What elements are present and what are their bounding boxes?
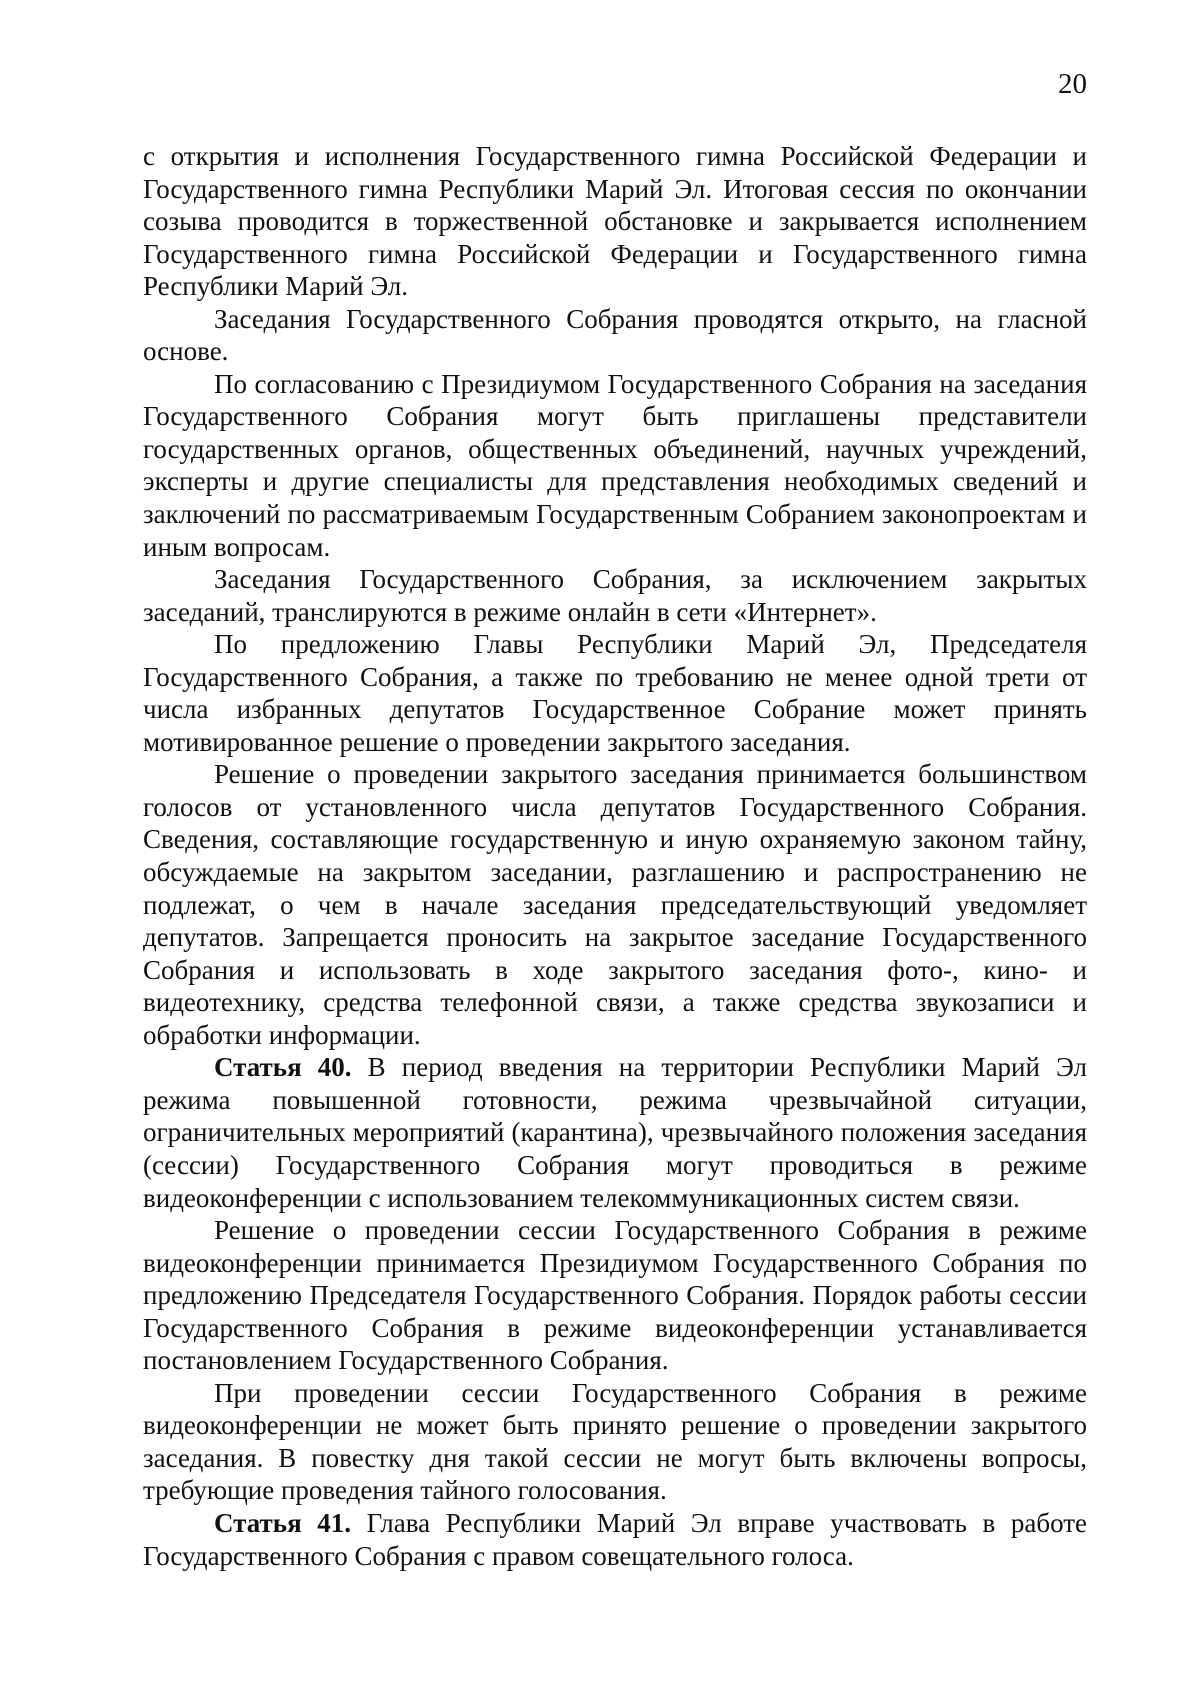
paragraph-text: Заседания Государственного Собрания проводятся открыто, на гласной основе. xyxy=(143,303,1087,367)
paragraph-4 xyxy=(143,563,1087,628)
paragraph-1 xyxy=(143,140,1087,303)
paragraph-text: Глава Республики Марий Эл вправе участвовать в работе Государственного Собрания с правом совещательного голоса. xyxy=(143,1507,1088,1571)
document-body xyxy=(143,140,1087,1572)
paragraph-8 xyxy=(143,1214,1087,1377)
paragraph-text: В период введения на территории Республики Марий Эл режима повышенной готовности, режима чрезвычайной ситуации, ограничительных мероприятий (карантина), чрезвычайного положения заседания (сессии) Государственного Собрания могут проводиться в режиме видеоконференции с использованием телекоммуникационных систем связи. xyxy=(143,1052,1087,1213)
article-41-paragraph xyxy=(143,1507,1087,1572)
paragraph-text: По согласованию с Президиумом Государственного Собрания на заседания Государственного Собрания могут быть приглашены представители государственных органов, общественных объединений, научных учреждений, эксперты и другие специалисты для представления необходимых сведений и заключений по рассматриваемым Государственным Собранием законопроектам и иным вопросам. xyxy=(143,368,1087,562)
paragraph-text: При проведении сессии Государственного Собрания в режиме видеоконференции не может быть принято решение о проведении закрытого заседания. В повестку дня такой сессии не могут быть включены вопросы, требующие проведения тайного голосования. xyxy=(143,1377,1087,1506)
paragraph-text: По предложению Главы Республики Марий Эл, Председателя Государственного Собрания, а также по требованию не менее одной трети от числа избранных депутатов Государственное Собрание может принять мотивированное решение о проведении закрытого заседания. xyxy=(143,629,1087,757)
paragraph-6 xyxy=(143,758,1087,1051)
paragraph-3 xyxy=(143,368,1087,563)
page-number: 20 xyxy=(1058,68,1087,100)
article-40-label: Статья 40. xyxy=(214,1052,352,1083)
paragraph-text: с открытия и исполнения Государственного гимна Российской Федерации и Государственного гимна Республики Марий Эл. Итоговая сессия по окончании созыва проводится в торжественной обстановке и закрывается исполнением Государственного гимна Российской Федерации и Государственного гимна Республики Марий Эл. xyxy=(143,141,1087,302)
paragraph-text: Решение о проведении сессии Государственного Собрания в режиме видеоконференции принимается Президиумом Государственного Собрания по предложению Председателя Государственного Собрания. Порядок работы сессии Государственного Собрания в режиме видеоконференции устанавливается постановлением Государственного Собрания. xyxy=(143,1215,1087,1376)
paragraph-text: Решение о проведении закрытого заседания принимается большинством голосов от установленного числа депутатов Государственного Собрания. Сведения, составляющие государственную и иную охраняемую законом тайну, обсуждаемые на закрытом заседании, разглашению и распространению не подлежат, о чем в начале заседания председательствующий уведомляет депутатов. Запрещается проносить на закрытое заседание Государственного Собрания и использовать в ходе закрытого заседания фото-, кино- и видеотехнику, средства телефонной связи, а также средства звукозаписи и обработки информации. xyxy=(143,759,1087,1050)
paragraph-9 xyxy=(143,1377,1087,1507)
article-41-label: Статья 41. xyxy=(214,1507,352,1538)
paragraph-2 xyxy=(143,303,1087,368)
article-40-paragraph xyxy=(143,1051,1087,1214)
paragraph-5 xyxy=(143,628,1087,758)
paragraph-text: Заседания Государственного Собрания, за исключением закрытых заседаний, транслируются в режиме онлайн в сети «Интернет». xyxy=(143,564,1087,627)
